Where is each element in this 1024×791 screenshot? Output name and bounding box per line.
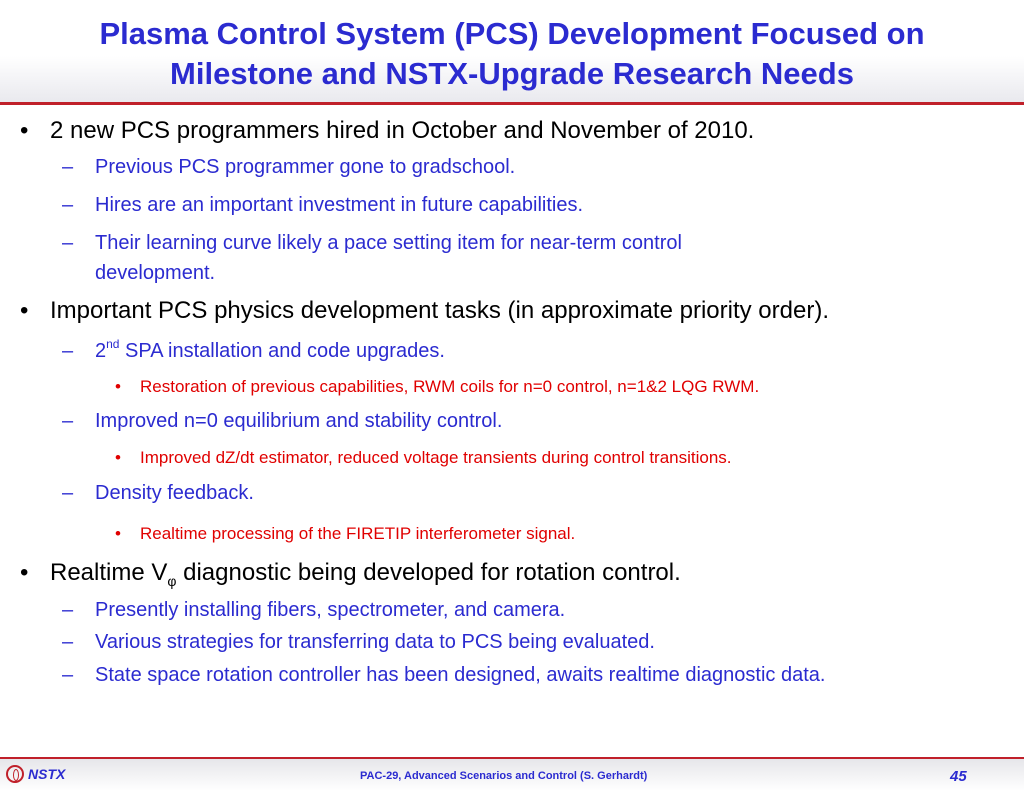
bullet-marker: •: [115, 524, 121, 543]
sub-bullet-text-line-2: development.: [95, 262, 216, 284]
bullet-text: 2 new PCS programmers hired in October and November of 2010.: [50, 117, 755, 144]
footer-caption: PAC-29, Advanced Scenarios and Control (S. Gerhardt): [360, 770, 648, 782]
dash-marker: –: [62, 599, 74, 621]
dash-marker: –: [62, 340, 74, 362]
detail-text: Realtime processing of the FIRETIP interferometer signal.: [140, 524, 576, 543]
sub-bullet-text: Previous PCS programmer gone to gradschool.: [95, 156, 516, 178]
bullet-marker: •: [20, 559, 29, 586]
detail-text: Restoration of previous capabilities, RWM coils for n=0 control, n=1&2 LQG RWM.: [140, 377, 760, 396]
dash-marker: –: [62, 664, 74, 686]
dash-marker: –: [62, 194, 74, 216]
sub-bullet-text: Improved n=0 equilibrium and stability control.: [95, 410, 503, 432]
slide-title: [0, 14, 1024, 94]
bullet-marker: •: [115, 377, 121, 396]
bullet-marker: •: [20, 117, 29, 144]
sub-bullet-text: Hires are an important investment in future capabilities.: [95, 194, 584, 216]
sub-bullet-text: Density feedback.: [95, 482, 254, 504]
dash-marker: –: [62, 232, 74, 254]
sub-bullet-transfer-strategies: [62, 627, 655, 657]
dash-marker: –: [62, 156, 74, 178]
detail-firetip-processing: [115, 522, 576, 546]
bullet-text-prefix: Realtime V: [50, 559, 168, 586]
sub-bullet-previous-programmer: [62, 152, 516, 182]
bullet-realtime-diagnostic: [20, 558, 681, 589]
sub-bullet-text-line-1: Their learning curve likely a pace setting item for near-term control: [95, 232, 682, 254]
footer-logo-text: NSTX: [28, 766, 66, 782]
sub-bullet-learning-curve: [62, 228, 682, 288]
sub-bullet-spa-installation: [62, 336, 445, 366]
dash-marker: –: [62, 482, 74, 504]
detail-text: Improved dZ/dt estimator, reduced voltage transients during control transitions.: [140, 448, 732, 467]
bullet-text: Important PCS physics development tasks (in approximate priority order).: [50, 297, 829, 324]
sub-bullet-hires-investment: [62, 190, 584, 220]
ordinal-number: 2: [95, 340, 107, 362]
sub-bullet-text: State space rotation controller has been designed, awaits realtime diagnostic data.: [95, 664, 826, 686]
page-number: 45: [950, 768, 967, 785]
dash-marker: –: [62, 631, 74, 653]
bullet-physics-tasks: [20, 296, 829, 326]
detail-restoration-capabilities: [115, 375, 760, 399]
sub-bullet-text: SPA installation and code upgrades.: [119, 340, 445, 362]
sub-bullet-installing-fibers: [62, 595, 566, 625]
title-line-1: Plasma Control System (PCS) Development Focused on: [99, 16, 925, 51]
title-line-2: Milestone and NSTX-Upgrade Research Needs: [170, 56, 854, 91]
phi-subscript: φ: [167, 572, 177, 589]
bullet-marker: •: [115, 448, 121, 467]
nstx-logo-icon: [6, 765, 24, 783]
detail-dzdt-estimator: [115, 446, 732, 470]
bullet-text: diagnostic being developed for rotation control.: [176, 559, 681, 586]
sub-bullet-density-feedback: [62, 478, 254, 508]
sub-bullet-n0-equilibrium: [62, 406, 503, 436]
bullet-marker: •: [20, 297, 29, 324]
sub-bullet-rotation-controller: [62, 660, 826, 690]
sub-bullet-text: Presently installing fibers, spectrometer, and camera.: [95, 599, 566, 621]
bullet-programmers-hired: [20, 116, 755, 146]
sub-bullet-text: Various strategies for transferring data to PCS being evaluated.: [95, 631, 655, 653]
dash-marker: –: [62, 410, 74, 432]
ordinal-suffix: nd: [106, 337, 120, 352]
